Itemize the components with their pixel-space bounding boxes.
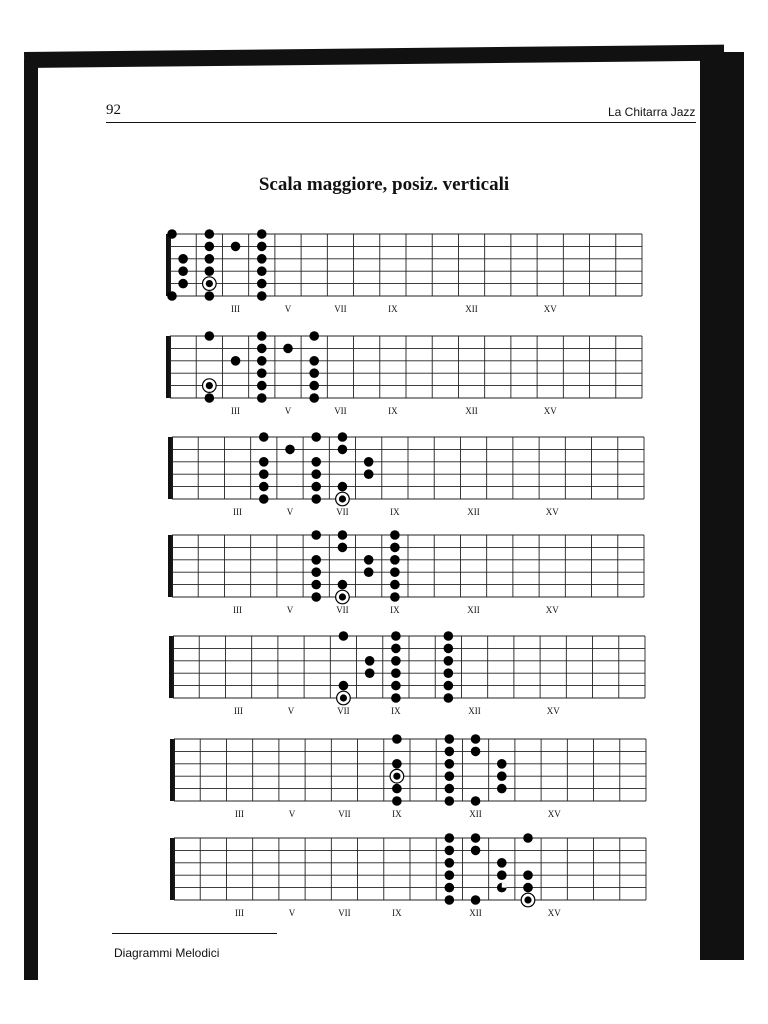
position-label: III	[235, 908, 245, 918]
position-label: XII	[469, 809, 482, 819]
note-dot	[444, 656, 454, 666]
note-dot	[365, 668, 375, 678]
note-dot	[178, 266, 188, 276]
note-dot	[497, 870, 507, 880]
page-number: 92	[106, 102, 121, 118]
note-dot	[390, 580, 400, 590]
note-dot	[309, 356, 319, 366]
note-dot	[257, 331, 267, 341]
note-dot	[392, 734, 402, 744]
note-dot	[390, 543, 400, 553]
position-label: XV	[545, 605, 559, 615]
note-dot	[497, 771, 507, 781]
note-dot	[471, 846, 481, 856]
position-label: III	[231, 406, 241, 416]
page-title: Scala maggiore, posiz. verticali	[258, 174, 510, 195]
note-dot	[444, 681, 454, 691]
note-dot	[311, 592, 321, 602]
note-dot	[311, 432, 321, 442]
position-label: V	[287, 706, 295, 716]
position-label: IX	[392, 908, 402, 918]
position-label: VII	[336, 507, 349, 517]
note-dot	[364, 567, 374, 577]
note-dot	[365, 656, 375, 666]
note-dot	[471, 833, 481, 843]
note-dot	[338, 530, 348, 540]
note-dot	[445, 833, 455, 843]
note-dot	[283, 344, 293, 354]
note-dot	[471, 895, 481, 905]
note-dot	[445, 895, 455, 905]
book-title: La Chitarra Jazz	[608, 105, 696, 119]
note-dot	[259, 482, 269, 492]
position-label: V	[286, 507, 294, 517]
note-dot	[445, 734, 455, 744]
note-dot	[257, 242, 267, 252]
position-label: III	[233, 605, 243, 615]
note-dot	[205, 266, 215, 276]
position-label: V	[284, 406, 292, 416]
note-dot	[309, 381, 319, 391]
note-dot	[257, 368, 267, 378]
note-dot	[497, 858, 507, 868]
note-dot	[309, 331, 319, 341]
note-dot	[390, 555, 400, 565]
note-dot	[445, 883, 455, 893]
root-dot	[339, 495, 346, 502]
fretboard-position-5	[169, 631, 645, 716]
note-dot	[257, 229, 267, 239]
note-dot	[259, 457, 269, 467]
note-dot	[445, 858, 455, 868]
position-label: XV	[547, 908, 561, 918]
position-label: XV	[543, 406, 557, 416]
fretboard-position-1	[166, 229, 642, 314]
note-dot	[259, 432, 269, 442]
note-dot	[391, 668, 401, 678]
note-dot	[444, 644, 454, 654]
note-dot	[339, 631, 349, 641]
position-label: IX	[390, 605, 400, 615]
root-dot	[340, 694, 347, 701]
fretboard-position-6	[170, 734, 646, 819]
note-dot	[471, 734, 481, 744]
note-dot	[257, 291, 267, 301]
note-dot	[257, 254, 267, 264]
position-label: III	[234, 706, 244, 716]
note-dot	[390, 567, 400, 577]
note-dot	[445, 796, 455, 806]
note-dot	[205, 393, 215, 403]
position-label: XII	[467, 507, 480, 517]
note-dot	[205, 291, 215, 301]
note-dot	[392, 784, 402, 794]
footer-rule	[112, 933, 277, 934]
note-dot	[444, 693, 454, 703]
root-dot	[524, 896, 531, 903]
position-label: III	[231, 304, 241, 314]
position-label: V	[286, 605, 294, 615]
position-label: VII	[334, 406, 347, 416]
note-dot	[178, 279, 188, 289]
root-dot	[206, 280, 213, 287]
fretboard-position-3	[168, 432, 644, 517]
note-dot	[311, 555, 321, 565]
note-dot	[231, 356, 241, 366]
note-dot	[339, 681, 349, 691]
note-dot	[311, 482, 321, 492]
note-dot	[523, 883, 533, 893]
position-label: XII	[465, 406, 478, 416]
note-dot	[309, 393, 319, 403]
position-label: V	[288, 809, 296, 819]
position-label: XII	[468, 706, 481, 716]
note-dot	[178, 254, 188, 264]
note-dot	[259, 469, 269, 479]
note-dot	[311, 457, 321, 467]
half-root-mark	[502, 883, 507, 888]
root-dot	[339, 593, 346, 600]
note-dot	[390, 530, 400, 540]
note-dot	[445, 747, 455, 757]
note-dot	[497, 759, 507, 769]
note-dot	[205, 229, 215, 239]
note-dot	[259, 494, 269, 504]
root-dot	[393, 773, 400, 780]
position-label: IX	[388, 406, 398, 416]
note-dot	[444, 668, 454, 678]
note-dot	[445, 784, 455, 794]
note-dot	[311, 580, 321, 590]
note-dot	[444, 631, 454, 641]
note-dot	[523, 870, 533, 880]
note-dot	[471, 796, 481, 806]
footer-section-label: Diagrammi Melodici	[114, 946, 220, 960]
note-dot	[205, 331, 215, 341]
note-dot	[309, 368, 319, 378]
note-dot	[471, 747, 481, 757]
note-dot	[364, 555, 374, 565]
position-label: IX	[388, 304, 398, 314]
position-label: IX	[392, 809, 402, 819]
note-dot	[391, 631, 401, 641]
position-label: VII	[336, 605, 349, 615]
note-dot	[364, 469, 374, 479]
position-label: VII	[334, 304, 347, 314]
note-dot	[205, 254, 215, 264]
note-dot	[338, 482, 348, 492]
position-label: V	[288, 908, 296, 918]
note-dot	[257, 381, 267, 391]
position-label: VII	[338, 809, 351, 819]
note-dot	[205, 242, 215, 252]
note-dot	[311, 530, 321, 540]
position-label: IX	[390, 507, 400, 517]
note-dot	[311, 567, 321, 577]
note-dot	[257, 279, 267, 289]
note-dot	[391, 656, 401, 666]
note-dot	[167, 291, 177, 301]
fretboard-position-4	[168, 530, 644, 615]
note-dot	[338, 432, 348, 442]
position-label: IX	[391, 706, 401, 716]
note-dot	[231, 242, 241, 252]
note-dot	[311, 469, 321, 479]
position-label: XV	[543, 304, 557, 314]
position-label: XII	[465, 304, 478, 314]
root-dot	[206, 382, 213, 389]
note-dot	[392, 759, 402, 769]
note-dot	[445, 870, 455, 880]
note-dot	[390, 592, 400, 602]
note-dot	[338, 445, 348, 455]
note-dot	[338, 580, 348, 590]
note-dot	[364, 457, 374, 467]
position-label: XII	[467, 605, 480, 615]
position-label: III	[235, 809, 245, 819]
note-dot	[497, 784, 507, 794]
note-dot	[257, 344, 267, 354]
note-dot	[391, 693, 401, 703]
note-dot	[257, 356, 267, 366]
fretboard-position-7	[170, 833, 646, 918]
note-dot	[285, 445, 295, 455]
note-dot	[445, 759, 455, 769]
note-dot	[338, 543, 348, 553]
note-dot	[391, 681, 401, 691]
note-dot	[311, 494, 321, 504]
position-label: XII	[469, 908, 482, 918]
position-label: XV	[546, 706, 560, 716]
fretboard-position-2	[166, 331, 642, 416]
position-label: VII	[337, 706, 350, 716]
note-dot	[445, 771, 455, 781]
note-dot	[523, 833, 533, 843]
note-dot	[257, 266, 267, 276]
position-label: XV	[547, 809, 561, 819]
note-dot	[445, 846, 455, 856]
position-label: III	[233, 507, 243, 517]
note-dot	[167, 229, 177, 239]
position-label: V	[284, 304, 292, 314]
position-label: XV	[545, 507, 559, 517]
note-dot	[257, 393, 267, 403]
position-label: VII	[338, 908, 351, 918]
note-dot	[392, 796, 402, 806]
note-dot	[391, 644, 401, 654]
